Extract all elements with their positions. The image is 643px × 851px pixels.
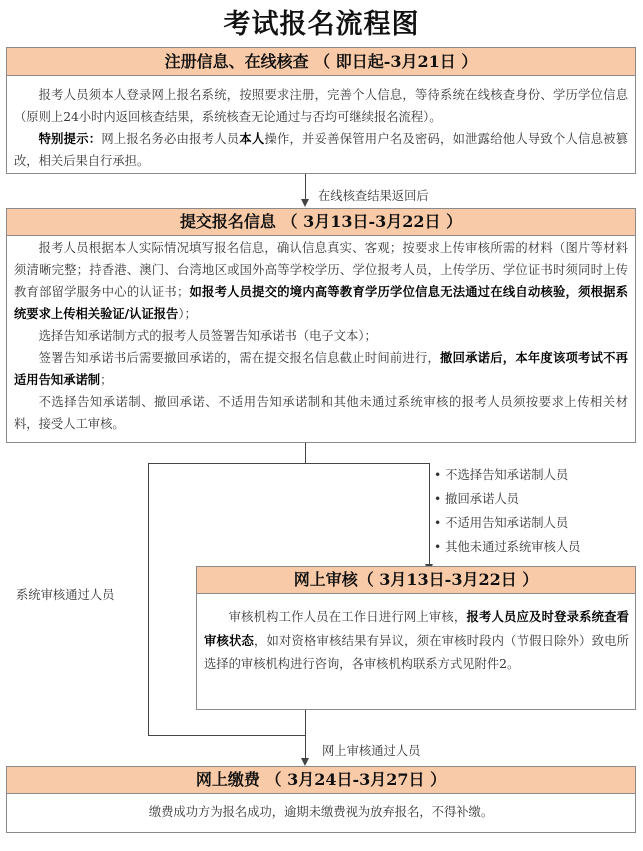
- step3-header-text: 网上审核（ 3月13日-3月22日 ）: [293, 570, 539, 589]
- step1-para1: 报考人员须本人登录网上报名系统，按照要求注册，完善个人信息，等待系统在线核查身份、学历学位信息（原则上24小时内返回核查结果，系统核查无论通过与否均可继续报名流程）。: [14, 88, 628, 124]
- branch-right-item: • 其他未通过系统审核人员: [434, 540, 581, 554]
- step2-para1-b: ）；: [178, 307, 197, 321]
- branch-left-label: 系统审核通过人员: [16, 588, 115, 602]
- step1-body: [14, 84, 628, 172]
- step3-body: [204, 605, 629, 676]
- step2-para1-bold: 如报考人员提交的境内高等教育学历学位信息无法通过在线自动核验，须根据系统要求上传相关验证/认证报告: [14, 284, 628, 321]
- branch-right-item: • 不选择告知承诺制人员: [434, 468, 569, 482]
- step4-body: [6, 801, 636, 823]
- branch-right-item: • 不适用告知承诺制人员: [434, 516, 569, 530]
- step2-para1: [14, 237, 628, 325]
- arrow3-label: 网上审核通过人员: [322, 744, 421, 758]
- step1-header: [6, 47, 636, 76]
- step3-para: [204, 605, 629, 676]
- step2-para4: 不选择告知承诺制、撤回承诺、不适用告知承诺制和其他未通过系统审核的报考人员须按要求上传相关材料，接受人工审核。: [14, 395, 628, 431]
- branch-right-list: [434, 463, 580, 559]
- arrow3-line: [305, 710, 306, 759]
- step1-tip-text-b: 操作，并妥善保管用户名及密码，如泄露给他人导致个人信息被篡改，相关后果自行承担。: [14, 132, 628, 168]
- step3-header: [196, 566, 636, 594]
- step4-header: [6, 766, 636, 794]
- step2-header-text: 提交报名信息 （ 3月13日-3月22日 ）: [179, 212, 463, 231]
- branch-left-vertical: [148, 463, 149, 735]
- step1-tip: [14, 128, 628, 172]
- arrow3-head: [301, 758, 309, 766]
- step2-para3: [14, 347, 628, 391]
- branch-bottom-horizontal: [148, 735, 306, 736]
- branch-stem: [305, 443, 306, 463]
- step2-para1-a: 报考人员根据本人实际情况填写报名信息，确认信息真实、客观；按要求上传审核所需的材料（图片等材料须清晰完整；持香港、澳门、台湾地区或国外高等学校学历、学位报考人员，上传学历、学位证书时须同时上传教育部留学服务中心的认证书；: [14, 241, 628, 299]
- step4-para: 缴费成功方为报名成功，逾期未缴费视为放弃报名，不得补缴。: [148, 805, 494, 819]
- step3-para-a: 审核机构工作人员在工作日进行网上审核，: [228, 610, 467, 624]
- step2-para3-bold: 撤回承诺后，本年度该项考试不再适用告知承诺制: [14, 350, 628, 387]
- step3-para-b: ，如对资格审核结果有异议，须在审核时段内（节假日除外）致电所选择的审核机构进行咨询，各审核机构联系方式见附件2。: [204, 634, 629, 671]
- step1-header-text: 注册信息、在线核查 （ 即日起-3月21日 ）: [164, 52, 478, 71]
- page-title: 考试报名流程图: [223, 9, 420, 40]
- branch-left-horizontal: [148, 463, 429, 464]
- step4-header-text: 网上缴费 （ 3月24日-3月27日 ）: [195, 770, 447, 789]
- step2-header: [6, 208, 636, 236]
- step2-para3-b: ；: [100, 373, 113, 387]
- step3-para-bold: 报考人员应及时登录系统查看审核状态: [204, 609, 629, 648]
- arrow1-line: [305, 174, 306, 199]
- arrow1-head: [301, 199, 309, 207]
- step1-tip-label: 特别提示：: [38, 131, 102, 146]
- branch-right-item: • 撤回承诺人员: [434, 492, 519, 506]
- step2-para2: 选择告知承诺制方式的报考人员签署告知承诺书（电子文本）；: [38, 329, 377, 343]
- step2-para3-a: 签署告知承诺书后需要撤回承诺的，需在提交报名信息截止时间前进行，: [38, 351, 441, 365]
- step1-tip-bold: 本人: [239, 131, 265, 146]
- arrow1-label: 在线核查结果返回后: [318, 189, 429, 203]
- step2-body: [14, 237, 628, 435]
- branch-right-vertical: [429, 463, 430, 565]
- step1-tip-text-a: 网上报名务必由报考人员: [101, 132, 240, 146]
